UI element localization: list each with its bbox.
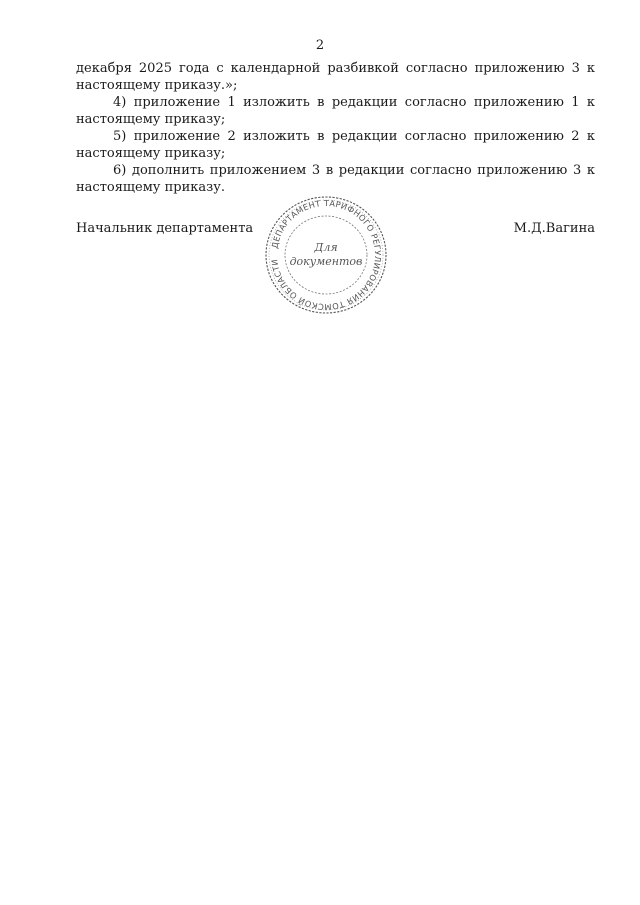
page-number: 2 xyxy=(315,38,325,53)
paragraph-item-5: 5) приложение 2 изложить в редакции согласно приложению 2 к настоящему приказу; xyxy=(76,129,595,161)
signatory-position: Начальник департамента xyxy=(76,221,254,236)
seal-center-line-2: документов xyxy=(289,255,363,268)
official-seal-stamp xyxy=(256,190,396,320)
paragraph-item-6: 6) дополнить приложением 3 в редакции согласно приложению 3 к настоящему приказу. xyxy=(76,163,595,195)
signatory-name: М.Д.Вагина xyxy=(513,221,595,236)
seal-center-line-1: Для xyxy=(314,241,338,254)
paragraph-continuation: декабря 2025 года с календарной разбивкой согласно приложению 3 к настоящему приказу.»; xyxy=(76,61,595,93)
paragraph-item-4: 4) приложение 1 изложить в редакции согласно приложению 1 к настоящему приказу; xyxy=(76,95,595,127)
seal-ring-text: ДЕПАРТАМЕНТ ТАРИФНОГО РЕГУЛИРОВАНИЯ ТОМСКОЙ ОБЛАСТИ xyxy=(269,197,384,313)
order-body xyxy=(76,60,595,196)
